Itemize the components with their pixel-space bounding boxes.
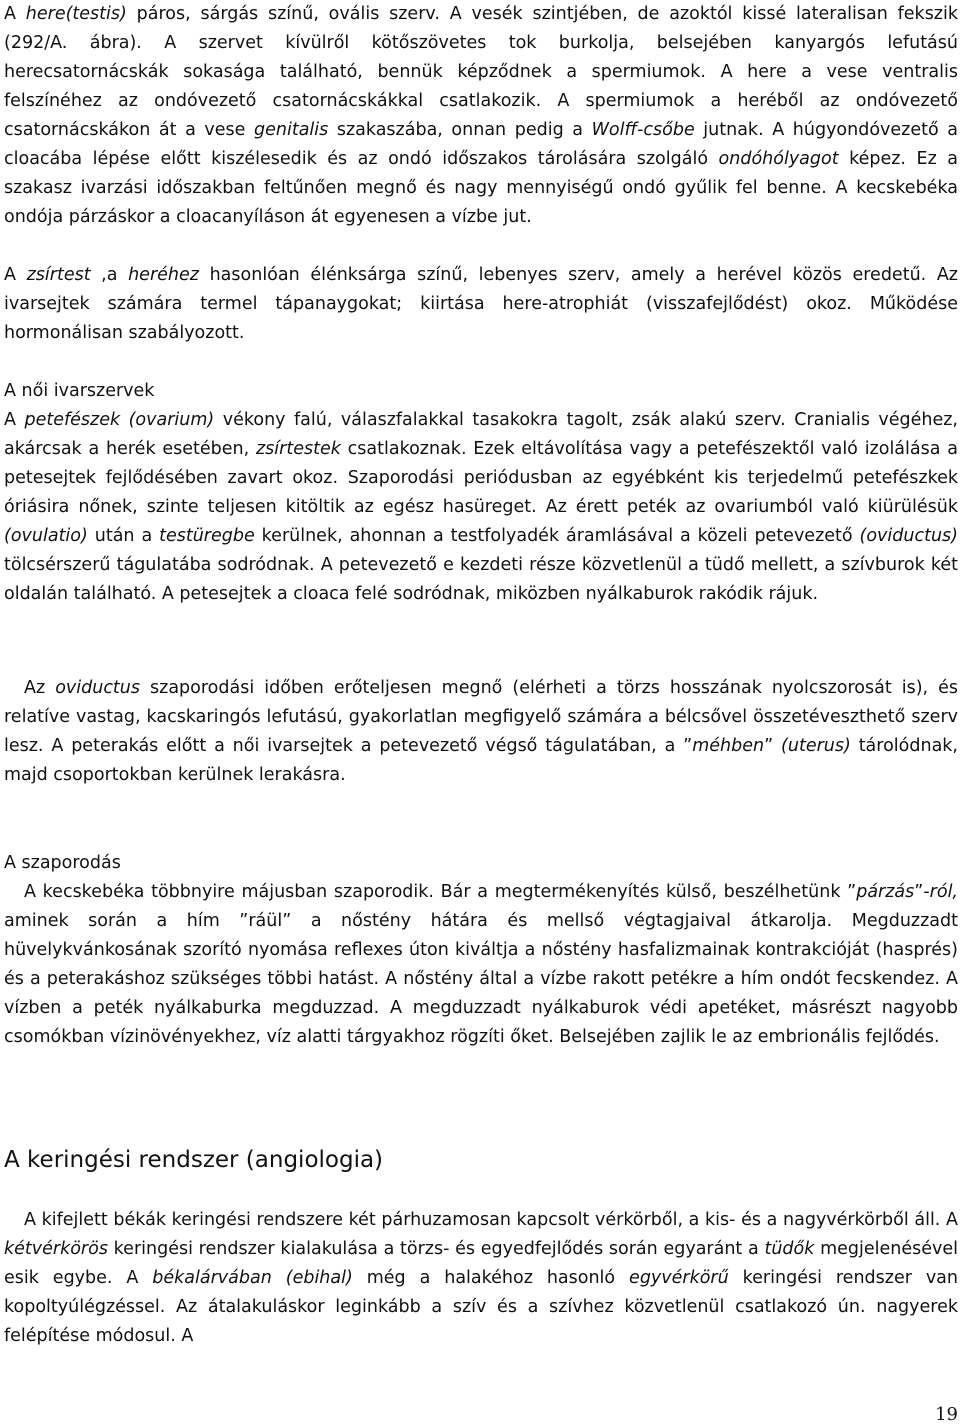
- paragraph-fat-body: A zsírtest ,a heréhez hasonlóan élénksárga színű, lebenyes szerv, amely a herével közös eredetű. Az ivarsejtek számára termel tápanaygokat; kiirtása here-atrophiát (visszafejlődést) okoz. Működése hormonálisan szabályozott.: [4, 265, 958, 343]
- paragraph-testis: A here(testis) páros, sárgás színű, ovális szerv. A vesék szintjében, de azoktól kissé lateralisan fekszik (292/A. ábra). A szervet kívülről kötőszövetes tok burkolja, belsejében kanyargós lefutású herecsatornácskák sokasága található, bennük képződnek a spermiumok. A here a vese ventralis felszínéhez az ondóvezető csatornácskákkal csatlakozik. A spermiumok a heréből az ondóvezető csatornácskákon át a vese genitalis szakaszába, onnan pedig a Wolff-csőbe jutnak. A húgyondóvezető a cloacába lépése előtt kiszélesedik és az ondó időszakos tárolására szolgáló ondóhólyagot képez. Ez a szakasz ivarzási időszakban feltűnően megnő és nagy mennyiségű ondó gyűlik fel benne. A kecskebéka ondója párzáskor a cloacanyíláson át egyenesen a vízbe jut.: [4, 4, 958, 227]
- paragraph-circulation: A kifejlett békák keringési rendszere két párhuzamosan kapcsolt vérkörből, a kis- és a nagyvérkörből áll. A kétvérkörös keringési rendszer kialakulása a törzs- és egyedfejlődés során egyaránt a tüdők megjelenésével esik egybe. A békalárvában (ebihal) még a halakéhoz hasonló egyvérkörű keringési rendszer van kopoltyúlégzéssel. Az átalakuláskor leginkább a szív és a szívhez közvetlenül csatlakozó ún. nagyerek felépítése módosul. A: [4, 1210, 958, 1346]
- paragraph-reproduction: A kecskebéka többnyire májusban szaporodik. Bár a megtermékenyítés külső, beszélhetünk ”párzás”-ról, aminek során a hím ”ráül” a nőstény hátára és mellső végtagjaival átkarolja. Megduzzadt hüvelykvánkosának szorító nyomása reflexes úton kiváltja a nőstény hasfalizmainak kontrakcióját (hasprés) és a peterakáshoz szükséges többi hatást. A nőstény által a vízbe rakott petékre a hím ondót fecskendez. A vízben a peték nyálkaburka megduzzad. A megduzzadt nyálkaburok védi apetéket, másrészt nagyobb csomókban vízinövényekhez, víz alatti tárgyakhoz rögzíti őket. Belsejében zajlik le az embrionális fejlődés.: [4, 882, 958, 1047]
- section-heading-reproduction: A szaporodás: [4, 853, 121, 873]
- page-number: 19: [935, 1404, 958, 1425]
- section-heading-female-organs: A női ivarszervek: [4, 381, 155, 401]
- paragraph-ovary: A petefészek (ovarium) vékony falú, válaszfalakkal tasakokra tagolt, zsák alakú szerv. Cranialis végéhez, akárcsak a herék esetében, zsírtestek csatlakoznak. Ezek eltávolítása vagy a petefészektől való izolálása a petesejtek fejlődésében zavart okoz. Szaporodási periódusban az egyébként kis terjedelmű petefészkek óriásira nőnek, szinte teljesen kitöltik az egész hasüreget. Az érett peték az ovariumból való kiürülésük (ovulatio) után a testüregbe kerülnek, ahonnan a testfolyadék áramlásával a közeli petevezető (oviductus) tölcsérszerű tágulatába sodródnak. A petevezető e kezdeti része közvetlenül a tüdő mellett, a szívburok két oldalán található. A petesejtek a cloaca felé sodródnak, miközben nyálkaburok rakódik rájuk.: [4, 410, 958, 604]
- paragraph-oviduct: Az oviductus szaporodási időben erőteljesen megnő (elérheti a törzs hosszának nyolcszorosát is), és relatíve vastag, kacskaringós lefutású, gyakorlatlan megfigyelő számára a bélcsővel összetéveszthető szerv lesz. A peterakás előtt a női ivarsejtek a petevezető végső tágulatában, a ”méhben” (uterus) tárolódnak, majd csoportokban kerülnek lerakásra.: [4, 678, 958, 785]
- chapter-title: A keringési rendszer (angiologia): [4, 1147, 384, 1173]
